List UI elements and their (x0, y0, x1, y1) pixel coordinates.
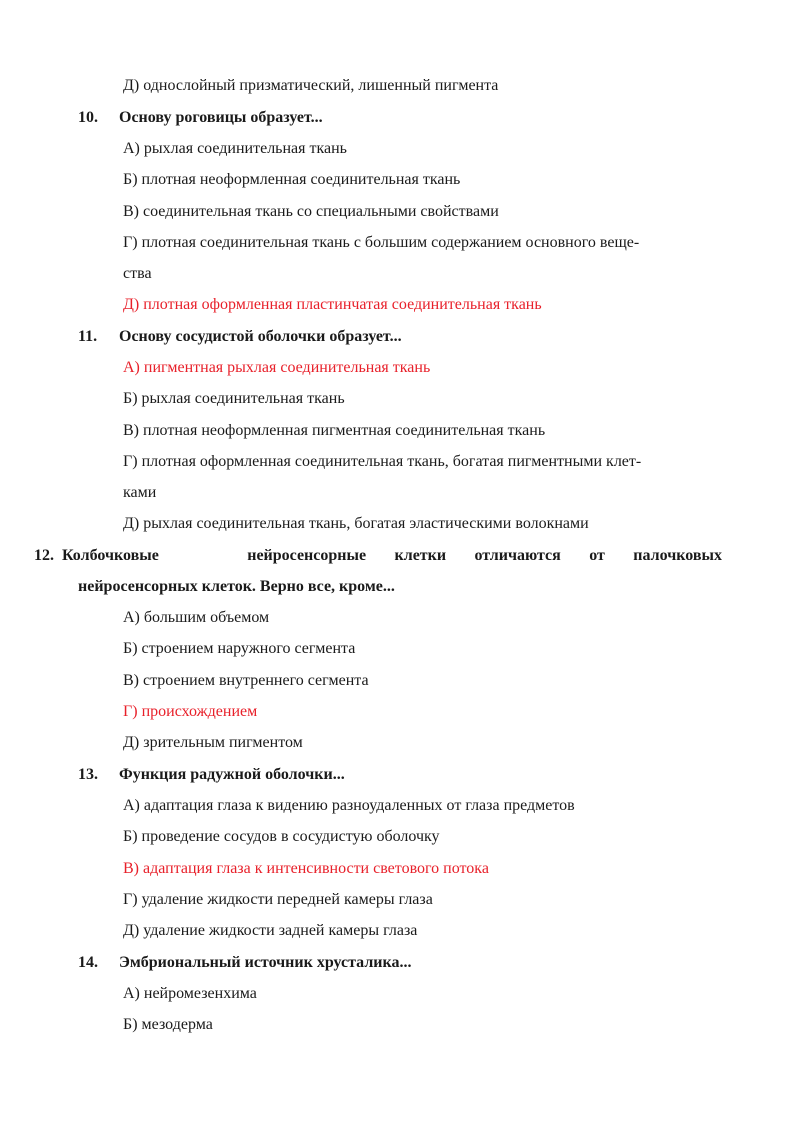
q14-text: Эмбриональный источник хрусталика... (119, 954, 412, 971)
q10-option-e-correct: Д) плотная оформленная пластинчатая соединительная ткань (123, 296, 542, 313)
q12-word-6: палочковых (633, 547, 722, 564)
q14-option-b: Б) мезодерма (123, 1016, 213, 1033)
q13-text: Функция радужной оболочки... (119, 766, 345, 783)
q11-option-e: Д) рыхлая соединительная ткань, богатая эластическими волокнами (123, 515, 589, 532)
q13-option-d: Г) удаление жидкости передней камеры глаза (123, 891, 433, 908)
q10-option-c: В) соединительная ткань со специальными свойствами (123, 203, 499, 220)
q12-word-2: нейросенсорные (247, 547, 367, 564)
q12-heading-line2: нейросенсорных клеток. Верно все, кроме... (78, 578, 395, 595)
q12-option-b: Б) строением наружного сегмента (123, 640, 356, 657)
q14-option-a: А) нейромезенхима (123, 985, 257, 1002)
q12-option-c: В) строением внутреннего сегмента (123, 672, 369, 689)
q11-option-b: Б) рыхлая соединительная ткань (123, 390, 345, 407)
q12-number-word1 (34, 546, 159, 566)
q11-option-d-line2: ками (123, 484, 157, 501)
q12-option-a: А) большим объемом (123, 609, 270, 626)
q12-word-4: отличаются (474, 547, 561, 564)
q11-number: 11. (78, 328, 98, 345)
q11-option-a-correct: А) пигментная рыхлая соединительная ткань (123, 359, 431, 376)
q12-word-3: клетки (394, 547, 447, 564)
q14-number: 14. (78, 954, 98, 971)
q12-word-1: Колбочковые (62, 547, 159, 564)
q12-option-e: Д) зрительным пигментом (123, 734, 303, 751)
q13-option-b: Б) проведение сосудов в сосудистую оболочку (123, 828, 440, 845)
q11-text: Основу сосудистой оболочки образует... (119, 328, 402, 345)
q13-option-e: Д) удаление жидкости задней камеры глаза (123, 922, 418, 939)
q10-option-b: Б) плотная неоформленная соединительная ткань (123, 171, 461, 188)
prev-option-d: Д) однослойный призматический, лишенный пигмента (123, 77, 499, 94)
q13-option-a: А) адаптация глаза к видению разноудаленных от глаза предметов (123, 797, 575, 814)
q10-text: Основу роговицы образует... (119, 109, 323, 126)
q11-option-d-line1: Г) плотная оформленная соединительная ткань, богатая пигментными клет- (123, 453, 642, 470)
q13-number: 13. (78, 766, 98, 783)
q12-option-d-correct: Г) происхождением (123, 703, 258, 720)
q10-option-d-line1: Г) плотная соединительная ткань с большим содержанием основного веще- (123, 234, 640, 251)
q12-heading-line1 (34, 546, 722, 566)
q13-option-c-correct: В) адаптация глаза к интенсивности светового потока (123, 860, 489, 877)
q11-option-c: В) плотная неоформленная пигментная соединительная ткань (123, 422, 546, 439)
q12-word-5: от (589, 547, 605, 564)
q12-number: 12. (34, 547, 54, 564)
q10-option-a: А) рыхлая соединительная ткань (123, 140, 347, 157)
q10-option-d-line2: ства (123, 265, 152, 282)
q10-number: 10. (78, 109, 98, 126)
